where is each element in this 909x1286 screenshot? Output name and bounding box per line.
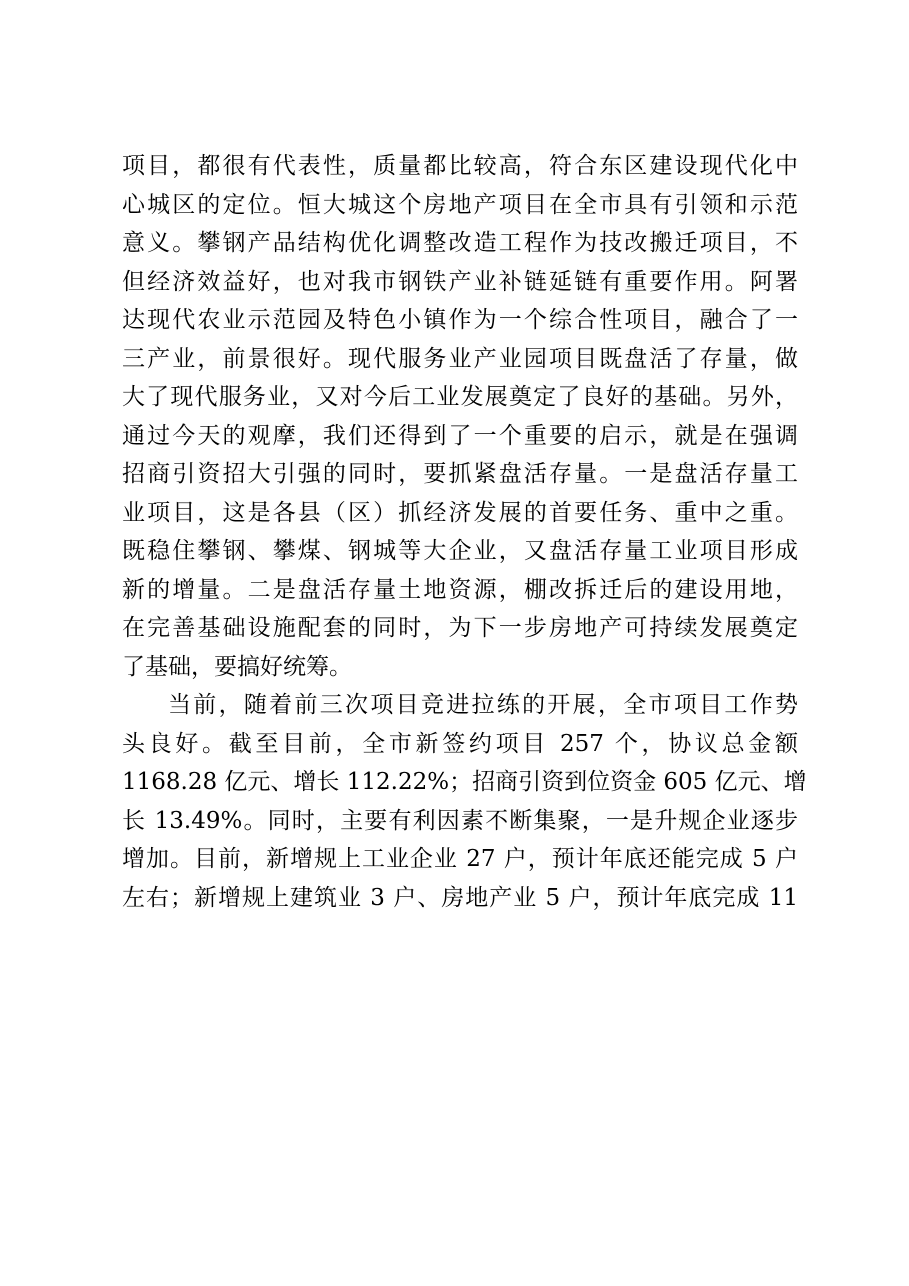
text-line: 新的增量。二是盘活存量土地资源，棚改拆迁后的建设用地，	[122, 576, 798, 603]
text-line: 项目，都很有代表性，质量都比较高，符合东区建设现代化中	[122, 153, 798, 179]
body-text	[122, 147, 807, 917]
text-line: 业项目，这是各县（区）抓经济发展的首要任务、重中之重。	[122, 499, 798, 526]
text-line: 了基础，要搞好统筹。	[122, 653, 352, 680]
text-line: 通过今天的观摩，我们还得到了一个重要的启示，就是在强调	[122, 422, 798, 449]
text-line: 意义。攀钢产品结构优化调整改造工程作为技改搬迁项目，不	[122, 230, 798, 256]
paragraph-first-line: 当前，随着前三次项目竞进拉练的开展，全市项目工作势	[168, 692, 798, 718]
text-line: 三产业，前景很好。现代服务业产业园项目既盘活了存量，做	[122, 345, 798, 372]
text-line: 左右；新增规上建筑业 3 户、房地产业 5 户，预计年底完成 11	[122, 884, 798, 911]
text-line: 增加。目前，新增规上工业企业 27 户，预计年底还能完成 5 户	[122, 846, 798, 872]
text-line: 达现代农业示范园及特色小镇作为一个综合性项目，融合了一	[122, 307, 798, 333]
text-line: 但经济效益好，也对我市钢铁产业补链延链有重要作用。阿署	[122, 268, 798, 295]
text-line: 在完善基础设施配套的同时，为下一步房地产可持续发展奠定	[122, 615, 798, 641]
text-line: 大了现代服务业，又对今后工业发展奠定了良好的基础。另外，	[122, 384, 798, 410]
text-line: 头良好。截至目前，全市新签约项目 257 个，协议总金额	[122, 730, 798, 757]
text-line: 招商引资招大引强的同时，要抓紧盘活存量。一是盘活存量工	[122, 461, 798, 487]
text-line: 心城区的定位。恒大城这个房地产项目在全市具有引领和示范	[122, 191, 798, 218]
text-line: 长 13.49%。同时，主要有利因素不断集聚，一是升规企业逐步	[122, 807, 798, 834]
text-line: 既稳住攀钢、攀煤、钢城等大企业，又盘活存量工业项目形成	[122, 538, 798, 564]
text-line: 1168.28 亿元、增长 112.22%；招商引资到位资金 605 亿元、增	[122, 769, 807, 795]
